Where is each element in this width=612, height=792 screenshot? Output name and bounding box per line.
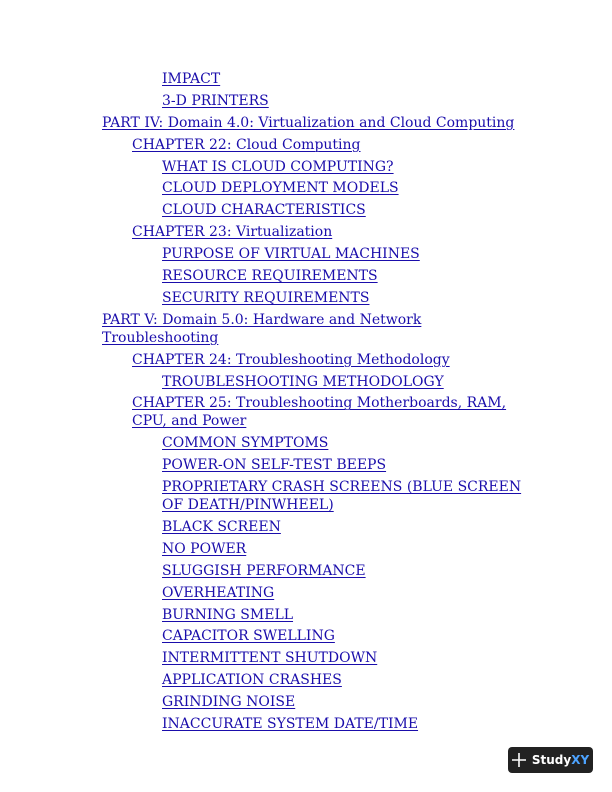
- badge-brand-accent: XY: [571, 753, 590, 767]
- toc-chapter-link[interactable]: CHAPTER 23: Virtualization: [132, 224, 333, 241]
- toc-section-link[interactable]: GRINDING NOISE: [162, 694, 296, 711]
- toc-section-link[interactable]: OVERHEATING: [162, 584, 275, 601]
- toc-section-link[interactable]: IMPACT: [162, 71, 221, 87]
- toc-section-link[interactable]: TROUBLESHOOTING METHODOLOGY: [162, 373, 444, 390]
- toc-section-link[interactable]: 3-D PRINTERS: [162, 92, 269, 109]
- badge-brand-main: Study: [531, 753, 572, 767]
- toc-section-link[interactable]: COMMON SYMPTOMS: [162, 435, 329, 452]
- toc-section-link[interactable]: SECURITY REQUIREMENTS: [162, 289, 370, 306]
- toc-section-link[interactable]: CLOUD DEPLOYMENT MODELS: [162, 180, 399, 197]
- toc-section-link[interactable]: BURNING SMELL: [162, 606, 294, 623]
- toc-section-link[interactable]: PURPOSE OF VIRTUAL MACHINES: [162, 246, 420, 263]
- toc-section-link[interactable]: RESOURCE REQUIREMENTS: [162, 268, 378, 285]
- toc-section-link[interactable]: NO POWER: [162, 540, 247, 557]
- toc-chapter-link[interactable]: CHAPTER 25: Troubleshooting Motherboards, RAM, CPU, and Power: [132, 395, 507, 430]
- toc-section-link[interactable]: APPLICATION CRASHES: [162, 672, 342, 689]
- toc-part-link[interactable]: PART IV: Domain 4.0: Virtualization and Cloud Computing: [102, 114, 515, 131]
- toc-section-link[interactable]: INTERMITTENT SHUTDOWN: [162, 650, 378, 667]
- toc-part-link[interactable]: PART V: Domain 5.0: Hardware and Network Troubleshooting: [102, 311, 422, 346]
- studyxy-badge[interactable]: [508, 747, 593, 773]
- toc-section-link[interactable]: CLOUD CHARACTERISTICS: [162, 202, 366, 219]
- table-of-contents: [0, 70, 612, 737]
- badge-brand: [532, 753, 589, 767]
- toc-chapter-link[interactable]: CHAPTER 24: Troubleshooting Methodology: [132, 351, 450, 368]
- plus-sparkle-icon: [512, 753, 526, 767]
- toc-section-link[interactable]: BLACK SCREEN: [162, 519, 281, 536]
- toc-section-link[interactable]: CAPACITOR SWELLING: [162, 628, 335, 645]
- toc-section-link[interactable]: SLUGGISH PERFORMANCE: [162, 562, 366, 579]
- toc-section-link[interactable]: POWER-ON SELF-TEST BEEPS: [162, 457, 387, 474]
- toc-section-link[interactable]: PROPRIETARY CRASH SCREENS (BLUE SCREEN OF DEATH/PINWHEEL): [162, 479, 522, 514]
- toc-section-link[interactable]: WHAT IS CLOUD COMPUTING?: [162, 158, 394, 175]
- toc-section-link[interactable]: INACCURATE SYSTEM DATE/TIME: [162, 716, 419, 733]
- toc-chapter-link[interactable]: CHAPTER 22: Cloud Computing: [132, 136, 361, 153]
